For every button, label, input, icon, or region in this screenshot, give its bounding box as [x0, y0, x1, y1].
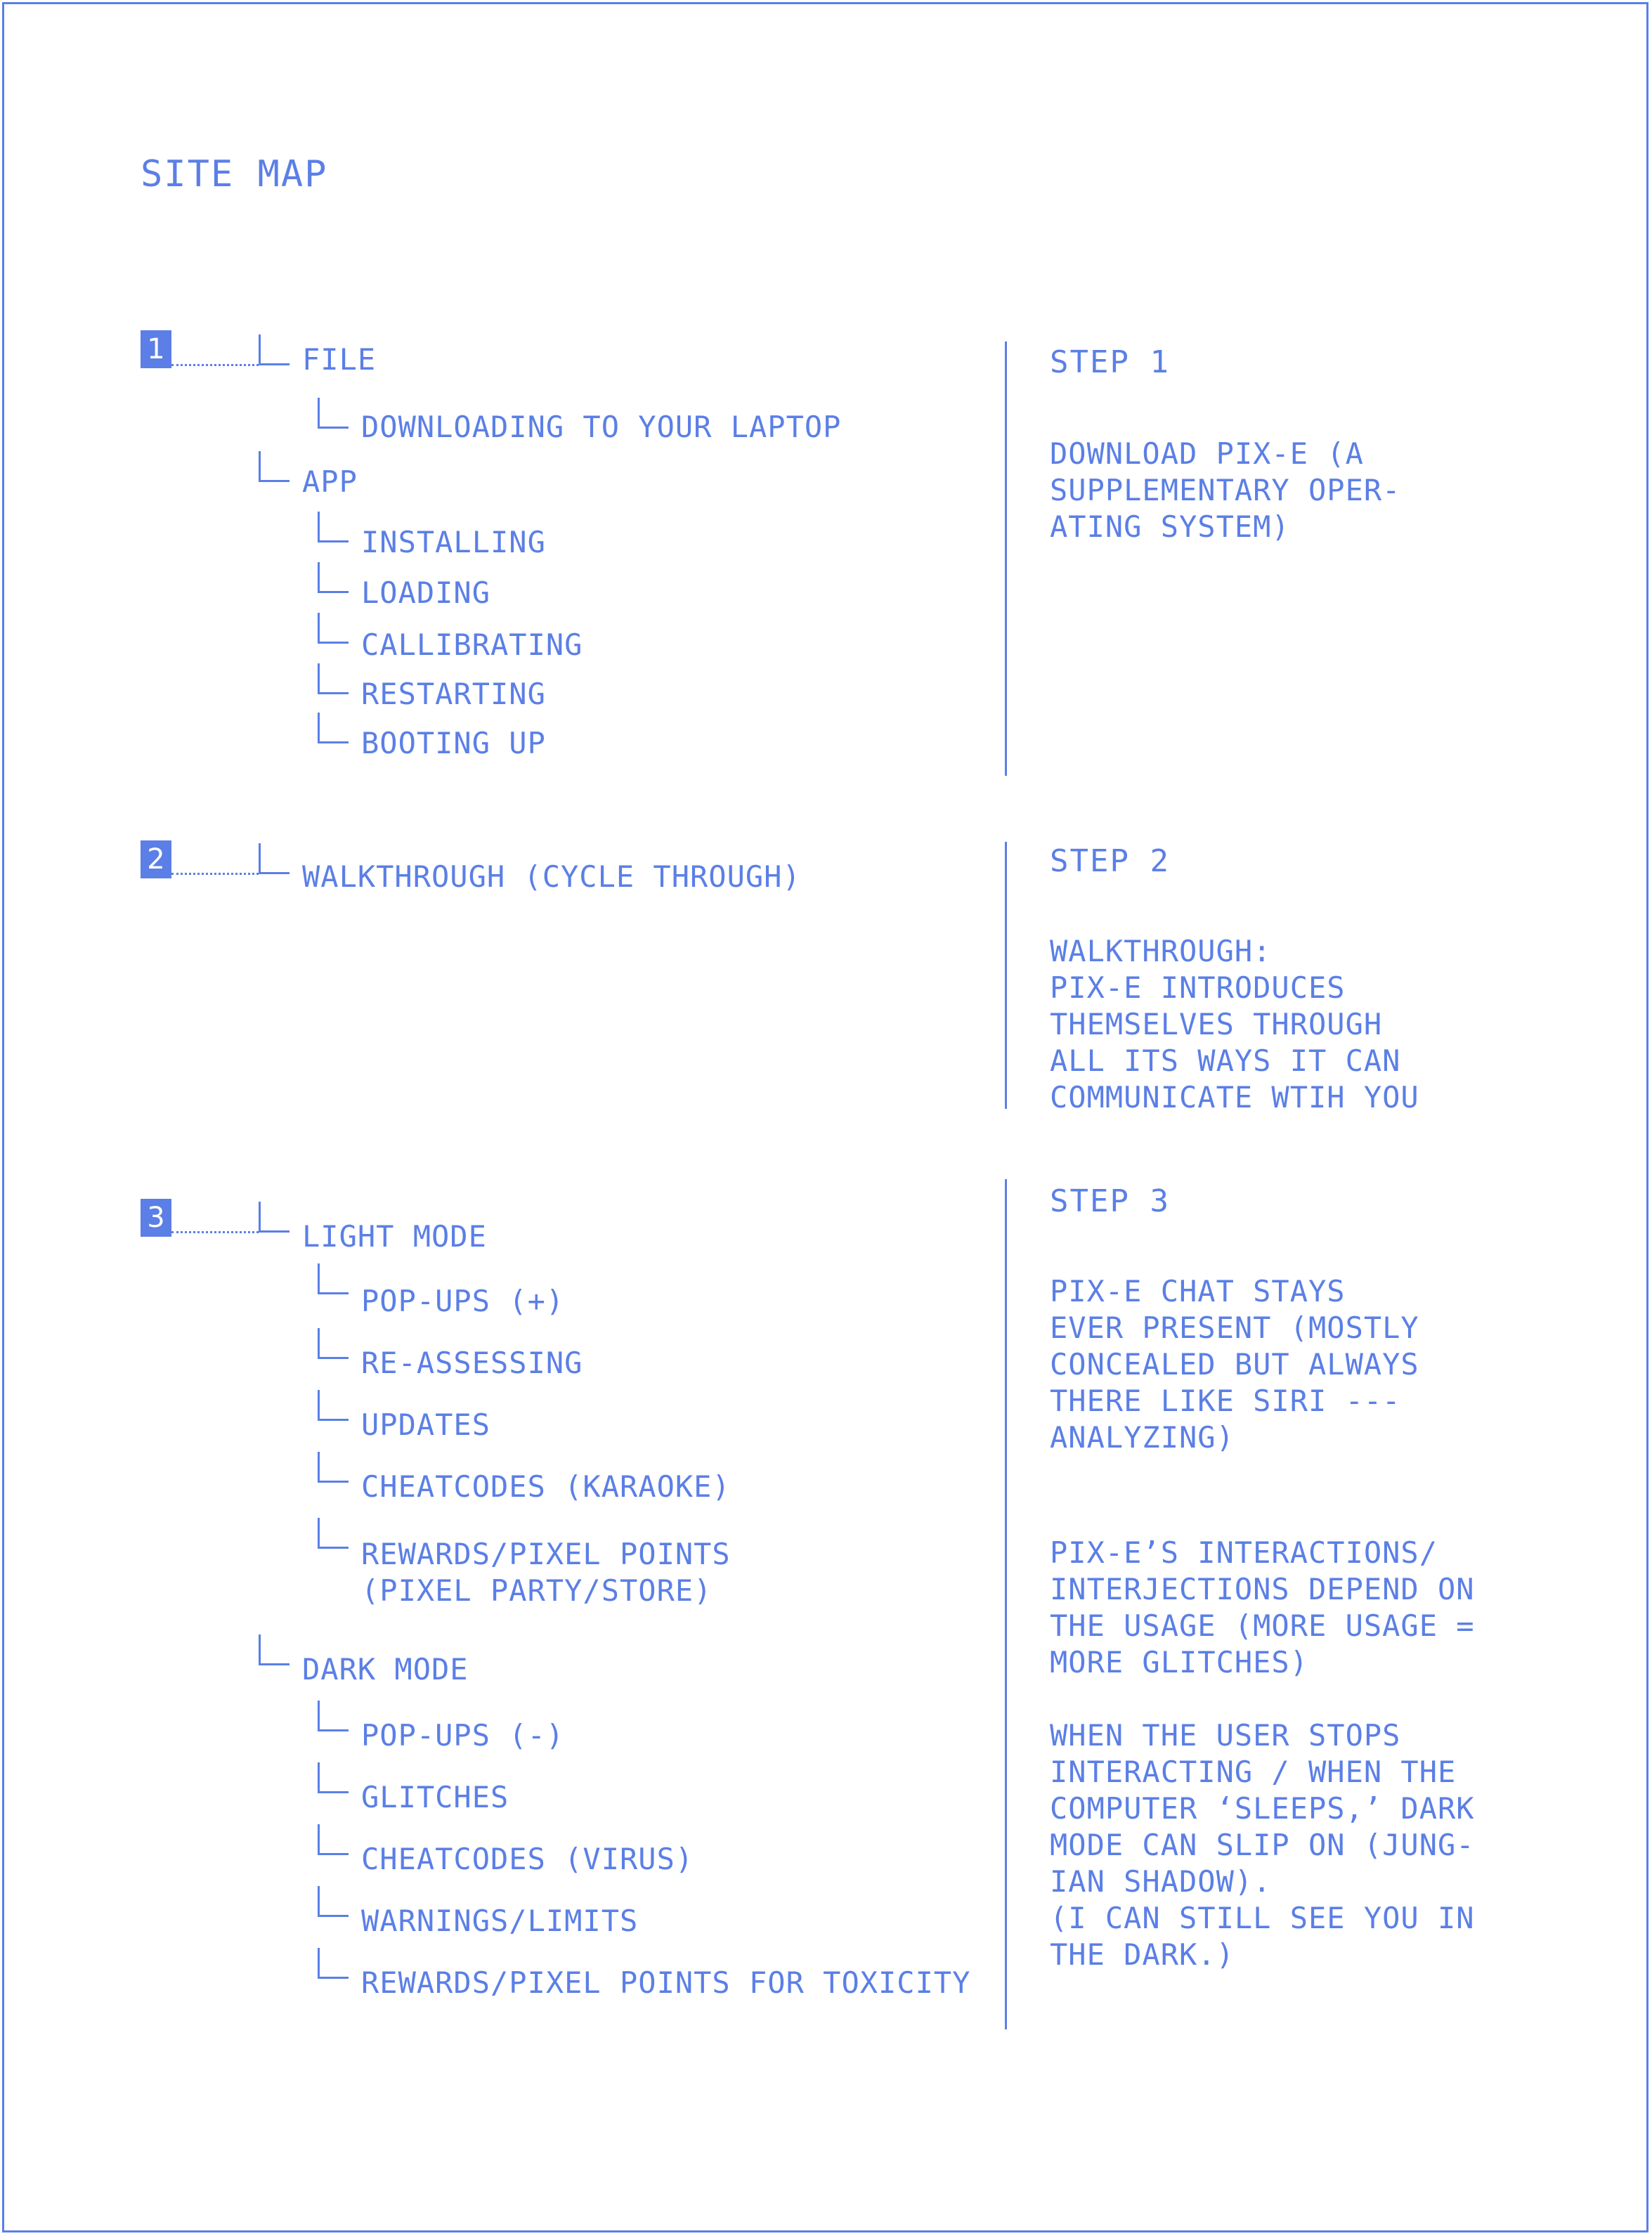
- section-badge-3: 3: [141, 1199, 171, 1237]
- tree-branch-icon: [318, 1762, 349, 1793]
- tree-branch-icon: [259, 451, 290, 482]
- step-text-1-line-1: DOWNLOAD PIX-E (A: [1050, 436, 1364, 471]
- page-title: SITE MAP: [141, 153, 328, 195]
- tree-branch-icon: [318, 512, 349, 542]
- tree-node-loading: LOADING: [361, 576, 491, 610]
- tree-node-updates: UPDATES: [361, 1408, 491, 1442]
- tree-node-file: FILE: [302, 342, 377, 377]
- tree-branch-icon: [318, 663, 349, 694]
- step-text-3a-line-3: CONCEALED BUT ALWAYS: [1050, 1347, 1419, 1382]
- tree-node-downloading: DOWNLOADING TO YOUR LAPTOP: [361, 410, 842, 444]
- step-divider-2: [1005, 842, 1007, 1109]
- step-title-2: STEP 2: [1050, 843, 1170, 879]
- tree-node-cheatcodes-virus: CHEATCODES (VIRUS): [361, 1842, 694, 1876]
- tree-node-rewards-toxicity: REWARDS/PIXEL POINTS FOR TOXICITY: [361, 1965, 971, 2000]
- step-title-3: STEP 3: [1050, 1183, 1170, 1219]
- tree-node-callibrating: CALLIBRATING: [361, 628, 583, 662]
- step-text-3a-line-2: EVER PRESENT (MOSTLY: [1050, 1311, 1419, 1345]
- tree-branch-icon: [318, 1390, 349, 1421]
- step-text-3c-line-7: THE DARK.): [1050, 1937, 1235, 1972]
- tree-branch-icon: [318, 398, 349, 429]
- step-text-3c-line-6: (I CAN STILL SEE YOU IN: [1050, 1901, 1475, 1935]
- step-text-3a-line-5: ANALYZING): [1050, 1420, 1235, 1455]
- tree-branch-icon: [259, 843, 290, 874]
- tree-node-walkthrough: WALKTHROUGH (CYCLE THROUGH): [302, 859, 801, 894]
- tree-node-warnings: WARNINGS/LIMITS: [361, 1904, 639, 1938]
- tree-node-rewards-line-2: (PIXEL PARTY/STORE): [361, 1573, 713, 1608]
- step-text-2-line-5: COMMUNICATE WTIH YOU: [1050, 1080, 1419, 1114]
- tree-branch-icon: [318, 1328, 349, 1359]
- step-text-3c-line-1: WHEN THE USER STOPS: [1050, 1718, 1401, 1753]
- tree-node-popups-minus: POP-UPS (-): [361, 1718, 565, 1753]
- step-title-1: STEP 1: [1050, 344, 1170, 380]
- tree-node-light-mode: LIGHT MODE: [302, 1219, 487, 1254]
- tree-node-glitches: GLITCHES: [361, 1780, 509, 1814]
- step-text-3c-line-4: MODE CAN SLIP ON (JUNG-: [1050, 1828, 1475, 1862]
- tree-node-popups-plus: POP-UPS (+): [361, 1284, 565, 1318]
- tree-node-installing: INSTALLING: [361, 525, 546, 559]
- tree-node-app: APP: [302, 464, 358, 499]
- tree-branch-icon: [318, 1452, 349, 1483]
- tree-branch-icon: [318, 1824, 349, 1855]
- step-text-1-line-2: SUPPLEMENTARY OPER-: [1050, 473, 1401, 507]
- step-text-3a-line-1: PIX-E CHAT STAYS: [1050, 1274, 1346, 1308]
- tree-branch-icon: [318, 1701, 349, 1731]
- step-text-3b-line-3: THE USAGE (MORE USAGE =: [1050, 1608, 1475, 1643]
- tree-branch-icon: [318, 613, 349, 644]
- tree-node-reassessing: RE-ASSESSING: [361, 1346, 583, 1380]
- step-divider-1: [1005, 342, 1007, 776]
- step-text-3a-line-4: THERE LIKE SIRI ---: [1050, 1384, 1401, 1418]
- step-text-3b-line-2: INTERJECTIONS DEPEND ON: [1050, 1572, 1475, 1606]
- step-divider-3: [1005, 1179, 1007, 2029]
- tree-node-booting: BOOTING UP: [361, 726, 546, 760]
- tree-branch-icon: [318, 1948, 349, 1979]
- connector-dots-1: [171, 364, 259, 366]
- section-badge-1: 1: [141, 330, 171, 368]
- step-text-3c-line-3: COMPUTER ‘SLEEPS,’ DARK: [1050, 1791, 1475, 1826]
- step-text-3c-line-5: IAN SHADOW).: [1050, 1864, 1272, 1899]
- page-frame: [2, 2, 1648, 2232]
- tree-branch-icon: [259, 1634, 290, 1665]
- tree-branch-icon: [318, 713, 349, 743]
- step-text-3b-line-4: MORE GLITCHES): [1050, 1645, 1309, 1679]
- step-text-3b-line-1: PIX-E’S INTERACTIONS/: [1050, 1535, 1438, 1570]
- tree-node-rewards-line-1: REWARDS/PIXEL POINTS: [361, 1537, 731, 1571]
- step-text-3c-line-2: INTERACTING / WHEN THE: [1050, 1755, 1457, 1789]
- tree-node-dark-mode: DARK MODE: [302, 1652, 469, 1686]
- tree-branch-icon: [318, 562, 349, 593]
- tree-branch-icon: [318, 1263, 349, 1294]
- tree-branch-icon: [318, 1518, 349, 1549]
- tree-branch-icon: [259, 334, 290, 365]
- connector-dots-3: [171, 1231, 259, 1233]
- step-text-2-line-4: ALL ITS WAYS IT CAN: [1050, 1044, 1401, 1078]
- connector-dots-2: [171, 873, 259, 875]
- step-text-1-line-3: ATING SYSTEM): [1050, 509, 1290, 544]
- tree-node-cheatcodes-karaoke: CHEATCODES (KARAOKE): [361, 1469, 731, 1504]
- section-badge-2: 2: [141, 840, 171, 878]
- tree-branch-icon: [259, 1202, 290, 1233]
- tree-branch-icon: [318, 1886, 349, 1917]
- tree-node-restarting: RESTARTING: [361, 677, 546, 711]
- step-text-2-line-3: THEMSELVES THROUGH: [1050, 1007, 1383, 1041]
- step-text-2-line-1: WALKTHROUGH:: [1050, 934, 1272, 968]
- step-text-2-line-2: PIX-E INTRODUCES: [1050, 970, 1346, 1005]
